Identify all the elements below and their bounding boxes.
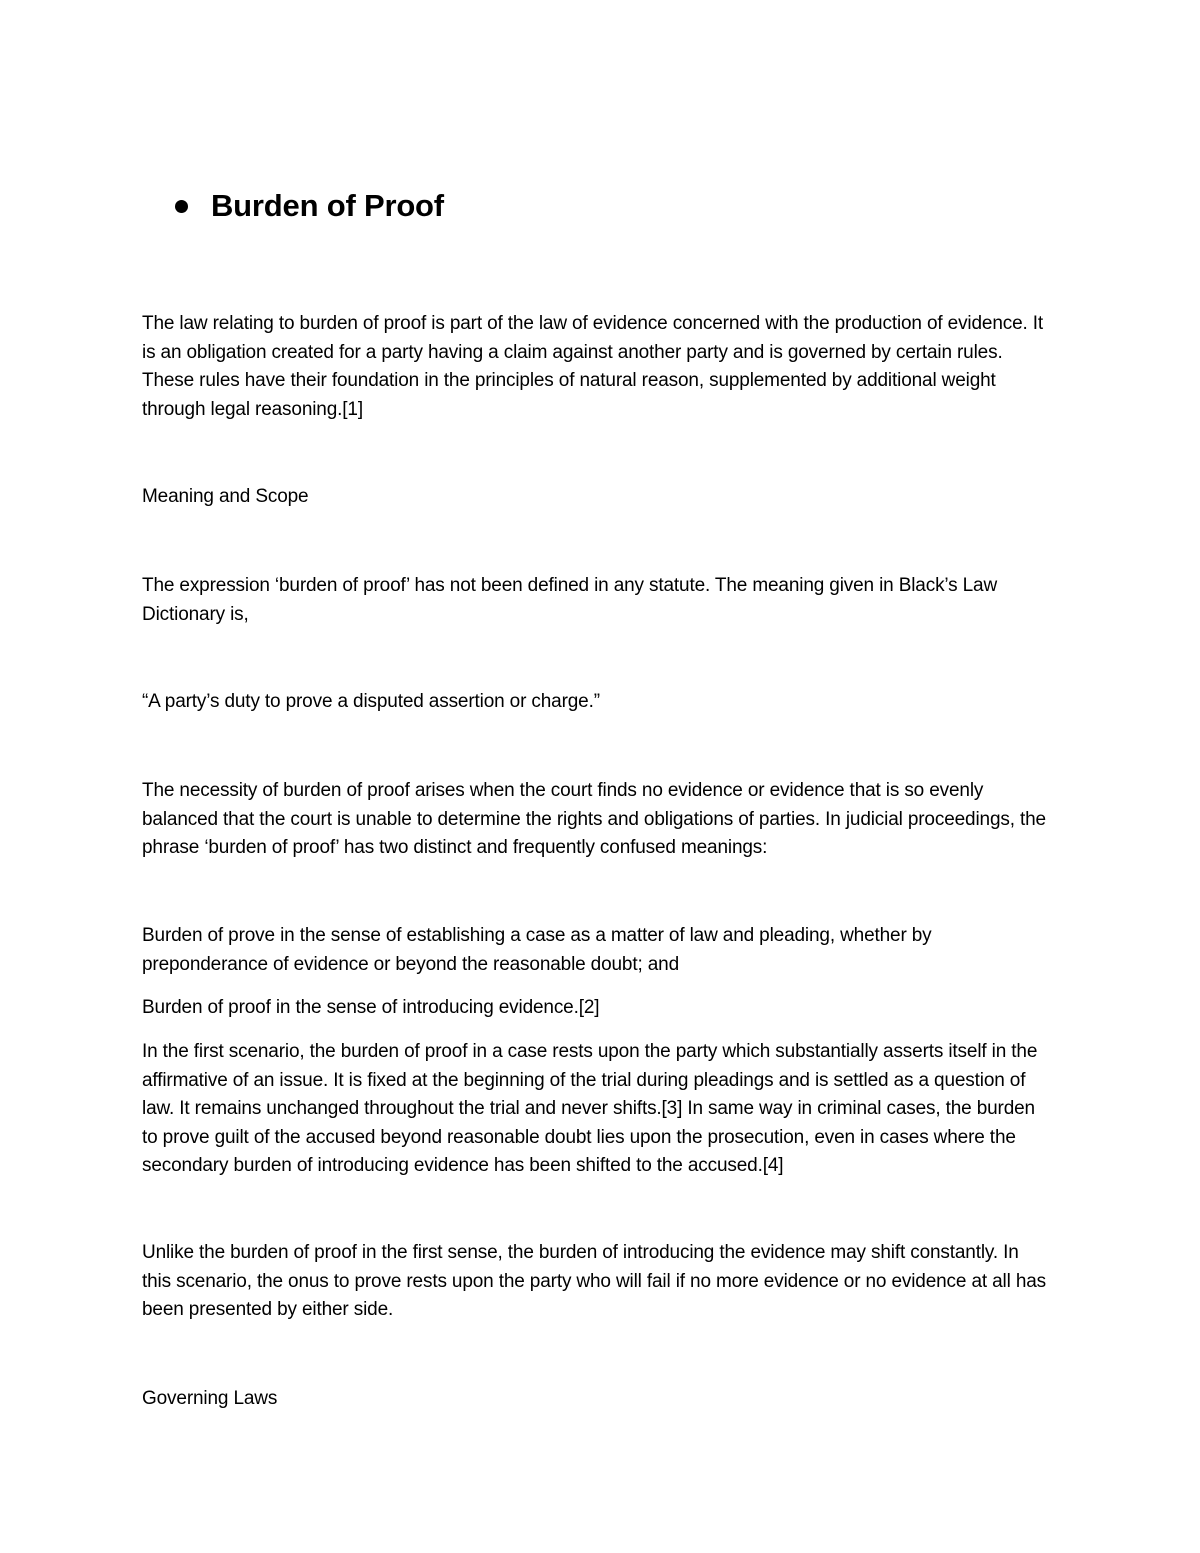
meaning-two-paragraph [142,994,1047,1023]
first-scenario-paragraph [142,1038,1047,1181]
governing-laws-heading [142,1385,1047,1414]
paragraph-text: The necessity of burden of proof arises when the court finds no evidence or evidence that is so evenly balanced that the court is unable to determine the rights and obligations of parties. In judicial proceedings, the phrase ‘burden of proof’ has two distinct and frequently confused meanings: [142,780,1046,858]
heading-text: Burden of Proof [211,188,444,223]
quote-text: “A party’s duty to prove a disputed assertion or charge.” [142,691,600,712]
definition-quote [142,688,1047,717]
paragraph-text: The expression ‘burden of proof’ has not been defined in any statute. The meaning given in Black’s Law Dictionary is, [142,575,998,625]
second-sense-paragraph [142,1239,1047,1325]
paragraph-text: The law relating to burden of proof is part of the law of evidence concerned with the production of evidence. It is an obligation created for a party having a claim against another party and is governed by certain rules. These rules have their foundation in the principles of natural reason, supplemented by additional weight through legal reasoning.[1] [142,313,1044,420]
paragraph-text: Burden of prove in the sense of establishing a case as a matter of law and pleading, whether by preponderance of evidence or beyond the reasonable doubt; and [142,925,932,975]
paragraph-text: In the first scenario, the burden of proof in a case rests upon the party which substantially asserts itself in the affirmative of an issue. It is fixed at the beginning of the trial during pleadings and is settled as a question of law. It remains unchanged throughout the trial and never shifts.[3] In same way in criminal cases, the burden to prove guilt of the accused beyond reasonable doubt lies upon the prosecution, even in cases where the secondary burden of introducing evidence has been shifted to the accused.[4] [142,1041,1038,1176]
necessity-paragraph [142,777,1047,863]
expression-paragraph [142,572,1047,629]
subheading-text: Meaning and Scope [142,486,309,507]
bullet-icon [175,200,188,213]
meaning-one-paragraph [142,922,1047,979]
section-heading [175,188,444,224]
paragraph-text: Burden of proof in the sense of introducing evidence.[2] [142,997,600,1018]
subheading-text: Governing Laws [142,1388,278,1409]
intro-paragraph [142,310,1047,424]
paragraph-text: Unlike the burden of proof in the first sense, the burden of introducing the evidence may shift constantly. In this scenario, the onus to prove rests upon the party who will fail if no more evidence or no evidence at all has been presented by either side. [142,1242,1047,1320]
meaning-scope-heading [142,483,1047,512]
